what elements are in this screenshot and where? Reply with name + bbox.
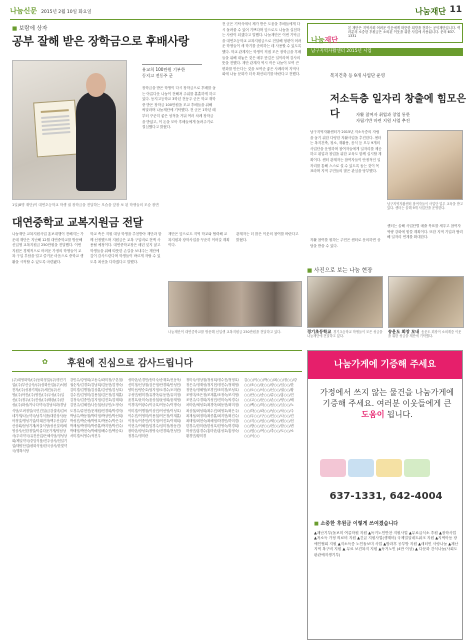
donor-thanks-section	[12, 350, 302, 638]
donation-phone: 637-1331, 642-4004	[329, 491, 443, 502]
photo-caption-2: 송운도 회장 모내 송운도 회장이 소외계층 이웃을 위한 성금을 재단에 기탁했다.	[388, 329, 462, 338]
donor-list-col-1: (주)대영화학/(주)동화정밀/(주)명진기업/(주)부산금속/(주)삼화산업/(주)서원전자/(주)성광기계/(주)세진/(주)신영/(주)아진/(주)영진/(주)우성/(주)일신/(주)정우/(주)진성/(주)태광/(주)한성/(주)화성/가나다약국/강남치과/경남식당/고려정밀/국민건설/금강설비/김씨네가게/나눔약국/남부식품/대한상사/동아정밀/명성기업/미래전자/백두산업/부산상회/삼성기계/서울식당/성신설비/세영상사/신한정밀/아름다운가게/영남상사/우리약국/유진산업/은혜식당/정성상회/제일약국/중앙식품/진주상사/천일기업/태양산업/평화식당/한국상사/한빛약국/행복식당	[12, 378, 67, 454]
story1-byline: 유교희 100만원 기부한 동지고 전동주 군	[142, 64, 202, 79]
certificate-image	[33, 100, 79, 158]
story2-body-c: 재단은 앞으로도 지역 학교와 협력해 교복지원과 장학사업을 꾸준히 이어갈 계획이다.	[168, 232, 230, 248]
story2-body-b: 학교 측은 지원 대상 학생을 추천받아 재단과 함께 선정했으며 지원금은 교복 구입비로 전액 사용될 예정이다. 대연중학교장은 매년 잊지 않고 학생들을 위해 따뜻한 손길을 보내주는 재단에 깊이 감사드린다며 학생들이 바르게 자랄 수 있도록 최선을 다하겠다고 말했다.	[90, 232, 162, 264]
flower-icon: ✿	[42, 358, 48, 366]
story2-body-a: 나눔재단 교복지원사업 홍보대행이 전해지는 가운데 재단은 지난해 12월 대연중학교를 방문해 신입생 교복지원금 250만원을 전달했다. 이번 지원은 경제적으로 어려운 가정의 학생들이 교복 구입 부담을 덜고 즐거운 마음으로 중학교 생활을 시작할 수 있도록 마련됐다.	[12, 232, 84, 264]
toy-icon	[376, 459, 402, 477]
story1-headline: 공부 잘해 받은 장학금으로 후배사랑	[12, 34, 189, 48]
story1-caption: 1일(8명 재단)이 대연초등학교 학생 권 장학금을 전달하는 모습을 앞장 보 된 학생들의 모습 장면	[12, 203, 159, 207]
donor-list-col-2: 강민수/강영희/고동수/곽미정/구본철/권순자/김경호/김남희/김동현/김명숙/김미경/김병철/김상훈/김선영/김성호/김수진/김영미/김용철/김은정/김재훈/김정숙/김종민/김지영/김진호/김태희/김현주/김혜진/나승철/남궁민/노영숙/도경수/류현진/문재원/민경희/박경자/박남수/박동철/박미영/박상민/박선희/박성진/박순애/박영호/박용수/박은주/박재성/박정미/박종훈/박지현/박진수/박태영/박현숙/박혜영/배수진/백승호/서미경/서영수/석진우	[70, 378, 123, 439]
donation-uses-heading: ■ 소중한 후원금 이렇게 쓰여졌습니다	[314, 520, 398, 527]
section-title: 나눔재단	[415, 7, 446, 16]
story2-photo	[168, 281, 302, 327]
story3-subheading: 복지건축 등 9개 사업단 운영	[330, 74, 386, 79]
story3-photo	[387, 130, 463, 200]
story3-tag: 남구지역자활센터 2015년 시업	[307, 48, 463, 56]
donor-thanks-title: 후원에 진심으로 감사드립니다	[67, 358, 193, 369]
page-header	[10, 4, 462, 20]
donor-list-col-3: 성미란/손경민/송미숙/송재호/신동욱/신미정/신상철/심은영/안경희/안성민/양미선/양승호/엄지영/오경수/오미란/우성민/원미경/유경아/유동현/유미정/윤경호/윤미숙/윤상철/윤성희/윤재영/이경미/이광수/이규호/이동수/이명숙/이미경/이병철/이상민/이선영/이성호/이수진/이영미/이용철/이은정/이재훈/이정숙/이종민/이지영/이진호/이태희/이현주/이혜진/임경수/임미정/장동건/장미란/장성호/장영숙/전경희/전성민/정경수/정미란	[128, 378, 181, 439]
photos-tag: ■ 사진으로 보는 나눔 현장	[307, 266, 372, 274]
story2-body-d: 관계자는 더 많은 이웃의 참여를 바란다고 밝혔다.	[236, 232, 299, 242]
photo-caption-1: 경기초등학교 경기초등학교 학생들이 모은 성금을 나눔재단에 전달하고 있다.	[307, 329, 383, 338]
student-head	[86, 73, 106, 97]
clothes-icon	[320, 459, 346, 477]
story1-photo	[12, 60, 127, 200]
bag-icon	[404, 459, 430, 477]
donation-uses-list: ▲재난기부(돌보미 여름학원 지원 ▲독거노인반찬 지원사업 ▲무료급식소 후원 ▲장학사업 ▲저소득 가정 의료비 지원 ▲긴급 지원사업(생계비) 국제밀알네트워크 지원 ▲지역아동 장애인협회 지원 ▲지소득층 노인돌보미 사업 ▲방과후 공부방 지원 ▲새터민 사랑나눔 ▲재난지역 복구비 지원 ▲ 무료 보건복지 지원 ▲독거노인 (4만 이상) ▲ 다문화 간식나눔(사회도 판관예지생기부)	[314, 531, 459, 557]
newspaper-logo: 나눔신문 2015년 2월 10일 화요일	[10, 7, 92, 15]
story3-caption: 남구지역자활센터 참여자들이 사업단 업무 교육을 받고 있다. 센터는 올해 9개 사업단을 운영한다.	[387, 202, 463, 210]
story2-headline: 대연중학교 교복지원금 전달	[12, 216, 143, 229]
story3-body-a: 남구지역자활센터가 2015년 저소득층의 자립을 돕기 위한 다양한 자활사업을 추진한다. 센터는 복지건축, 청소, 재활용, 음식 등 모두 9개의 사업단을 운영하며 참여자들에게 일자리를 제공하고 취업과 창업을 위한 교육도 함께 실시할 계획이다. 센터 관계자는 참여자들이 안정적인 일자리를 통해 스스로 설 수 있도록 돕는 것이 목표라며 지역 주민들의 많은 관심을 당부했다.	[310, 130, 382, 174]
donation-store-ad	[307, 350, 463, 640]
story1-body-b: 전 군은 기탁식에서 제가 받은 도움을 후배들에게 다시 돌려줄 수 있어 기쁘다며 앞으로도 나눔을 실천하는 사람이 되겠다고 말했다. 나눔재단은 이번 기탁금을 대연초등학교 교복지원금으로 전달해 형편이 어려운 학생들이 새 학기를 준비하는 데 사용할 수 있도록 했다. 학교 관계자는 학생이 직접 모은 장학금을 후배들을 위해 내놓은 것은 매우 뜻깊은 일이라며 감사의 뜻을 전했다. 재단 관계자 역시 작은 나눔이 모여 큰 변화를 만든다는 것을 보여준 좋은 사례라며 지역사회에 나눔 문화가 더욱 확산되기를 바란다고 전했다.	[222, 22, 302, 77]
story2-caption: 나눔재단이 대연중학교를 방문해 신입생 교복지원금 250만원을 전달하고 있다.	[168, 330, 282, 334]
book-icon	[348, 459, 374, 477]
donated-items-illustration	[320, 459, 452, 485]
story3-body-b: 자활 참여를 원하는 주민은 센터로 문의하면 상담을 받을 수 있다.	[310, 238, 381, 248]
donor-list-col-5: 김○○/이○○/박○○/최○○/정○○/강○○/조○○/윤○○/장○○/임○○/한○○/오○○/서○○/신○○/권○○/황○○/안○○/송○○/류○○/홍○○/전○○/고○○/문○○/손○○/양○○/배○○/백○○/허○○/남○○/심○○/노○○/하○○/곽○○/성○○/차○○/주○○/우○○/구○○/민○○/나○○/진○○/지○○/엄○○/채○○/원○○/천○○/방○○/공○○/현○○/함○○/변○○/염○○/여○○/추○○/도○○/소○○/석○○	[244, 378, 297, 439]
story3-headline: 저소득층 일자리 창출에 힘모은다	[330, 94, 467, 120]
student-figure	[76, 91, 116, 191]
story3-body-c: 센터는 올해 사업단별 매출 목표를 세우고 참여자 역량 강화에 힘쓸 계획이다. 또한 지역 기업과 협력해 일자리 연계를 확대한다.	[387, 224, 463, 240]
story1-tag: ■ 보람에 상자	[12, 24, 47, 32]
photo-donation	[388, 276, 464, 328]
donor-list-col-4: 정미숙/정상철/정성희/정수진/정영호/정은주/정재성/정지현/정진수/정태영/정현숙/정혜영/조경민/조미경/조성호/조영미/조은정/조재훈/조정숙/조지영/조현주/주경희/지성민/진미숙/차경수/차미란/채성호/최경아/최동현/최미정/최상철/최성희/최수진/최영호/최은주/최재성/최정미/최종훈/최지현/최진수/최태영/최현숙/최혜영/하경민/하미경/한경수/한미란/한성호/한영숙/허경희/허성민/홍경수/홍미란/홍성호/홍영숙/황경민/황미경	[186, 378, 239, 439]
page-number: 11	[449, 5, 462, 15]
foundation-banner-text: 본 재단은 지역사회 어려운 이웃에게 따뜻한 희망을 전하는 공익재단입니다. 여러분의 소중한 후원금은 소외된 이웃을 위한 사업에 사용됩니다. 문의 637-1331	[348, 26, 461, 39]
donor-thanks-banner	[12, 350, 302, 372]
donation-ad-message: 가정에서 쓰지 않는 물건을 나눔가게에 기증해 주세요. 여러분 이웃들에게 큰 도움이 됩니다.	[320, 388, 454, 419]
story1-body-a: 장학금을 받은 학생이 다시 장학금으로 후배를 돕는 아름다운 나눔이 전해져 주위를 훈훈하게 하고 있다. 동지고등학교 3학년 전동주 군은 학교 재학 중 받은 장학금 100만원을 모교 후배들을 위해 써달라며 나눔재단에 기탁했다. 전 군은 1학년 때부터 꾸준히 좋은 성적을 거둬 여러 차례 장학금을 받았고, 이 돈을 모아 후배들에게 돌려주기로 결심했다고 밝혔다.	[142, 86, 216, 130]
story3-deck: 자활 참여자 취업과 창업 통한 자립기반 마련 지원 사업 추진	[356, 112, 410, 123]
photo-elementary-school	[307, 276, 383, 328]
foundation-banner	[307, 23, 463, 43]
foundation-logo: 나눔재단	[311, 27, 345, 40]
donation-ad-title: 나눔가게에 기증해 주세요	[308, 351, 462, 379]
